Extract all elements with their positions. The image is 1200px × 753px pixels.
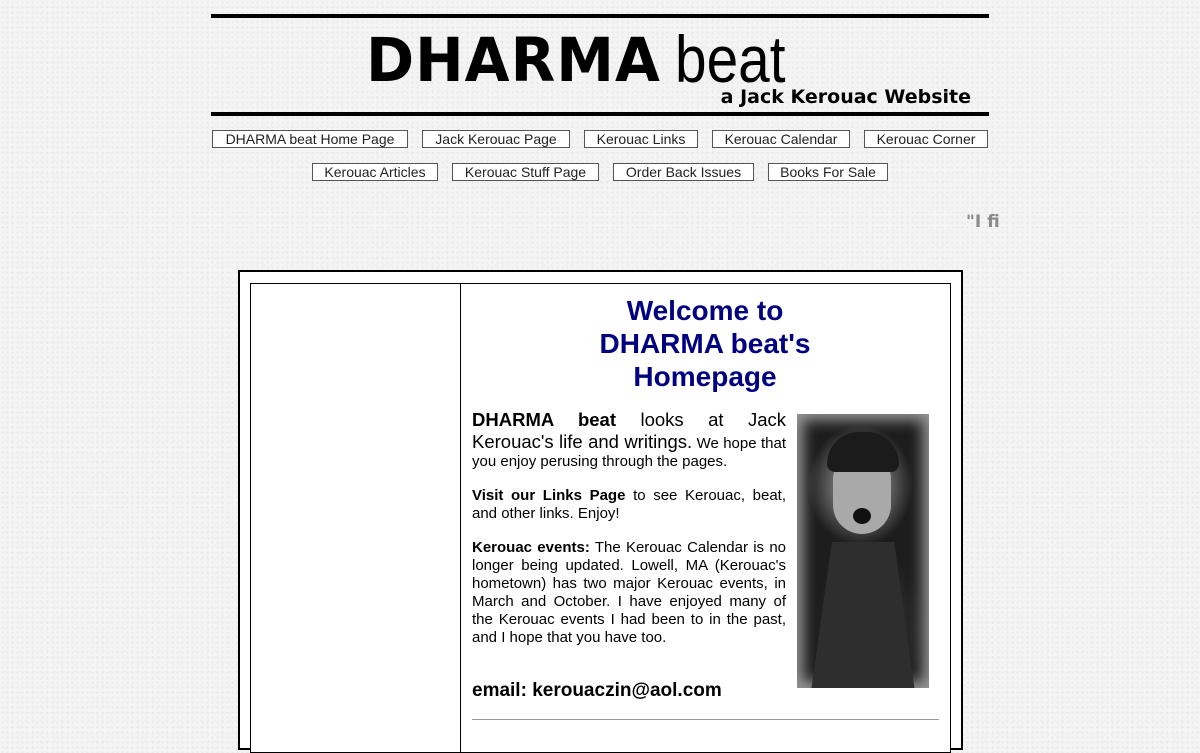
- photo-jacket: [811, 542, 915, 688]
- nav-home-button[interactable]: DHARMA beat Home Page: [212, 130, 408, 148]
- nav-stuff-button[interactable]: Kerouac Stuff Page: [452, 163, 599, 181]
- intro-bold: DHARMA beat: [472, 409, 617, 430]
- email-link[interactable]: email: kerouaczin@aol.com: [472, 680, 722, 701]
- intro-big-text: looks at Jack Kerouac's life and writings.: [472, 409, 786, 452]
- logo-dharma: DHARMA: [366, 24, 661, 96]
- logo-beat: beat: [674, 22, 786, 96]
- events-rest-text: The Kerouac Calendar is no longer being updated. Lowell, MA (Kerouac's hometown) has two major Kerouac events, in March and October. I have enjoyed many of the Kerouac events I had been to in the past, and I hope that you have too.: [472, 539, 787, 646]
- nav-jack-kerouac-button[interactable]: Jack Kerouac Page: [422, 130, 570, 148]
- header-rule-top: [211, 14, 989, 18]
- photo-hair: [827, 432, 899, 472]
- links-rest-text: to see Kerouac, beat, and other links. Enjoy!: [472, 487, 787, 522]
- left-column: [250, 283, 461, 753]
- nav-calendar-button[interactable]: Kerouac Calendar: [712, 130, 850, 148]
- nav-corner-button[interactable]: Kerouac Corner: [864, 130, 988, 148]
- quote-marquee: "I fi: [966, 212, 1000, 232]
- intro-paragraph: [472, 409, 786, 471]
- welcome-line-3: Homepage: [633, 361, 777, 392]
- events-paragraph: [472, 539, 786, 647]
- events-bold: Kerouac events:: [472, 539, 590, 556]
- links-paragraph: [472, 487, 786, 523]
- welcome-line-1: Welcome to: [626, 295, 784, 326]
- header-rule-bottom: [211, 112, 989, 116]
- intro-rest-text: We hope that you enjoy perusing through the pages.: [472, 435, 786, 470]
- welcome-line-2: DHARMA beat's: [599, 328, 811, 359]
- welcome-heading: [555, 294, 855, 393]
- nav-books-button[interactable]: Books For Sale: [768, 163, 888, 181]
- site-logo: [366, 22, 803, 96]
- nav-articles-button[interactable]: Kerouac Articles: [312, 163, 438, 181]
- content-divider: [472, 719, 939, 720]
- nav-back-issues-button[interactable]: Order Back Issues: [613, 163, 754, 181]
- photo-mouth: [853, 508, 871, 524]
- nav-links-button[interactable]: Kerouac Links: [584, 130, 698, 148]
- site-tagline: a Jack Kerouac Website: [720, 86, 971, 108]
- kerouac-photo: [797, 414, 929, 688]
- links-page-link[interactable]: Visit our Links Page: [472, 487, 626, 504]
